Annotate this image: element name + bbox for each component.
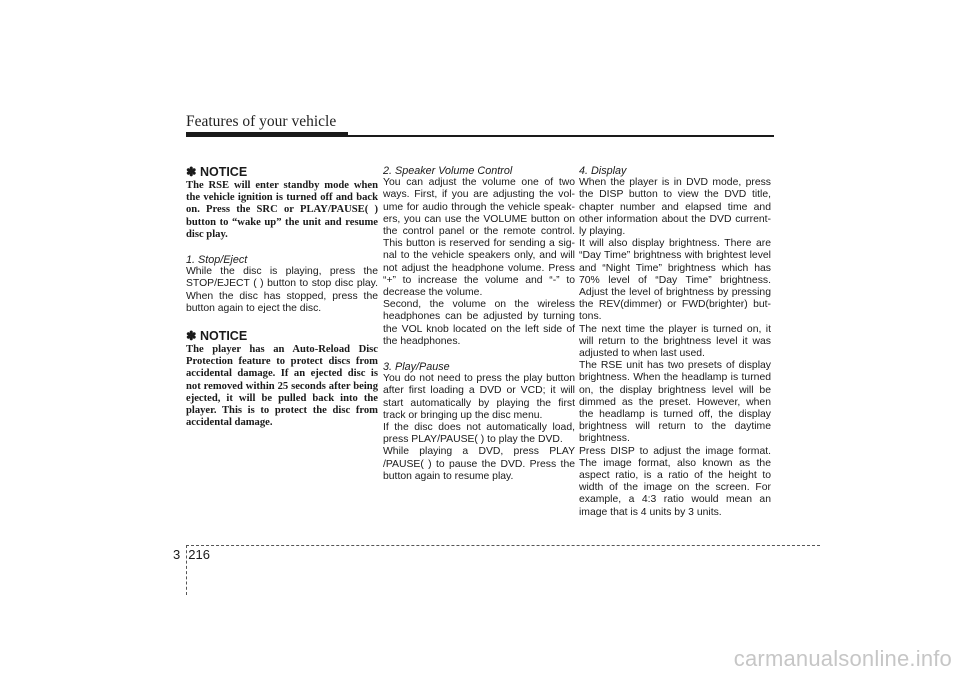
header-rule-thin: [348, 135, 774, 137]
notice-heading: ✽ NOTICE: [186, 165, 248, 179]
notice-text: The player has an Auto-Reload Disc Protection feature to protect discs from accidental damage. If an ejected disc is not removed within 25 seconds after being ejected, it will be pulled back into the player. This is to protect the disc from accidental damage.: [186, 344, 378, 429]
section-heading-play-pause: 3. Play/Pause: [383, 361, 450, 374]
section-text: The RSE unit has two presets of display brightness. When the headlamp is turned on, the display brightness level will be dimmed as the preset. However, when the headlamp is turned off, the display brightness will return to the daytime brightness.: [579, 360, 771, 445]
section-text: The next time the player is turned on, it will return to the brightness level it was adjusted to when last used.: [579, 323, 771, 360]
section-text: Second, the volume on the wireless headphones can be adjusted by turning the VOL knob located on the left side of the headphones.: [383, 299, 575, 347]
column-middle: [383, 165, 575, 483]
page-header-title: Features of your vehicle: [186, 113, 337, 130]
section-text: It will also display brightness. There are “Day Time” brightness with brightest level and “Night Time” brightness which has 70% level of “Day Time” brightness. Adjust the level of brightness by pressing the REV(dimmer) or FWD(brighter) but- tons.: [579, 238, 771, 323]
site-watermark: carmanualsonline.info: [733, 646, 952, 671]
notice-text: The RSE will enter standby mode when the vehicle ignition is turned off and back on. Press the SRC or PLAY/PAUSE( ) button to “wake up” the unit and resume disc play.: [186, 180, 378, 240]
section-text: If the disc does not automatically load, press PLAY/PAUSE( ) to play the DVD.: [383, 422, 575, 446]
column-right: [579, 165, 771, 519]
section-text: While the disc is playing, press the STOP/EJECT ( ) button to stop disc play. When the disc has stopped, press the button again to eject the disc.: [186, 266, 378, 314]
section-text: While playing a DVD, press PLAY /PAUSE( ) to pause the DVD. Press the button again to resume play.: [383, 446, 575, 482]
section-heading-volume: 2. Speaker Volume Control: [383, 165, 513, 177]
column-left: [186, 165, 378, 429]
chapter-number: 3: [173, 547, 181, 562]
section-heading-stop-eject: 1. Stop/Eject: [186, 254, 248, 267]
notice-heading: ✽ NOTICE: [186, 329, 248, 344]
section-text: When the player is in DVD mode, press the DISP button to view the DVD title, chapter number and elapsed time and other information about the DVD current- ly playing.: [579, 177, 771, 238]
section-heading-display: 4. Display: [579, 165, 627, 177]
page-number: [173, 547, 210, 562]
page-number-value: 216: [188, 547, 210, 562]
section-text: You can adjust the volume one of two ways. First, if you are adjusting the vol- ume for audio through the vehicle speak- ers, you can use the VOLUME button on the control panel or the remote control. This button is reserved for sending a sig- nal to the vehicle speakers only, and will not adjust the headphone volume. Press “+” to increase the volume and “-” to decrease the volume.: [383, 177, 575, 299]
footer-rule: [186, 545, 820, 546]
section-text: Press DISP to adjust the image format. The image format, also known as the aspect ratio, is a ratio of the height to width of the image on the screen. For example, a 4:3 ratio would mean an image that is 4 units by 3 units.: [579, 445, 771, 518]
header-rule-thick: [186, 132, 348, 137]
section-text: You do not need to press the play button after first loading a DVD or VCD; it will start automatically by playing the first track or bringing up the disc menu.: [383, 373, 575, 421]
